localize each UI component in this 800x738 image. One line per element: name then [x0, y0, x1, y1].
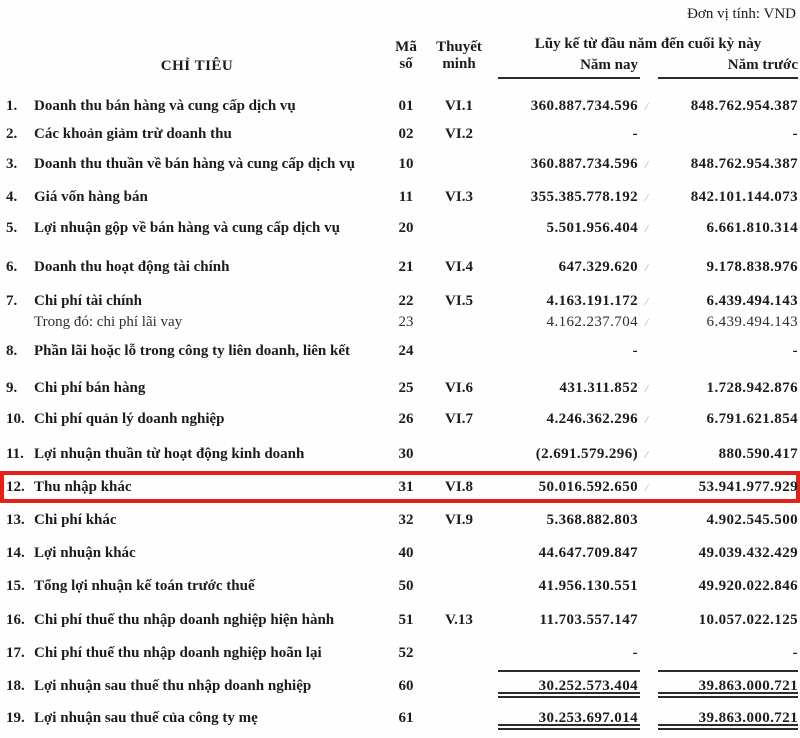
row-prior: 848.762.954.387	[690, 156, 798, 172]
row-label: Các khoản giảm trừ doanh thu	[34, 126, 232, 142]
row-code: 10	[398, 156, 414, 172]
column-header-period-group: Lũy kế từ đầu năm đến cuối kỳ này	[534, 36, 762, 52]
row-no: 6.	[6, 259, 18, 275]
row-no: 8.	[6, 343, 18, 359]
row-note: VI.8	[445, 479, 473, 495]
row-label: Giá vốn hàng bán	[34, 189, 148, 205]
audit-tick-icon: /	[643, 316, 650, 330]
row-prior: 6.661.810.314	[706, 220, 798, 236]
table-row	[0, 219, 800, 239]
audit-tick-icon: /	[643, 481, 650, 495]
row-prior: 39.863.000.721	[698, 710, 798, 726]
row-code: 32	[398, 512, 414, 528]
row-prior: 842.101.144.073	[690, 189, 798, 205]
row-label: Trong đó: chi phí lãi vay	[34, 314, 183, 330]
row-label: Lợi nhuận khác	[34, 545, 136, 561]
row-current: 360.887.734.596	[530, 98, 638, 114]
row-code: 40	[398, 545, 414, 561]
header-underline-prior	[658, 77, 798, 79]
row-label: Doanh thu hoạt động tài chính	[34, 259, 230, 275]
row-prior: 49.039.432.429	[698, 545, 798, 561]
table-row	[0, 511, 800, 531]
row-current: -	[632, 343, 638, 359]
row-no: 10.	[6, 411, 25, 427]
table-row	[0, 644, 800, 664]
row-current: -	[632, 645, 638, 661]
row-code: 21	[398, 259, 414, 275]
row-current: 44.647.709.847	[538, 545, 638, 561]
row-no: 15.	[6, 578, 25, 594]
table-row	[0, 125, 800, 145]
row-label: Thu nhập khác	[34, 479, 132, 495]
row-label: Lợi nhuận sau thuế của công ty mẹ	[34, 710, 258, 726]
row-current: 4.163.191.172	[546, 293, 638, 309]
table-row	[0, 611, 800, 631]
audit-tick-icon: /	[643, 100, 650, 114]
row-current: 30.253.697.014	[538, 710, 638, 726]
row-code: 01	[398, 98, 414, 114]
row-code: 02	[398, 126, 414, 142]
header-underline-current	[498, 77, 640, 79]
row-note: VI.4	[445, 259, 473, 275]
column-header-current-year: Năm nay	[580, 57, 638, 73]
row-prior: 6.439.494.143	[706, 293, 798, 309]
row-current: 30.252.573.404	[538, 678, 638, 694]
unit-label: Đơn vị tính: VND	[687, 6, 796, 22]
row-current: 4.246.362.296	[546, 411, 638, 427]
row-prior: 4.902.545.500	[706, 512, 798, 528]
row-no: 19.	[6, 710, 25, 726]
row-code: 61	[398, 710, 414, 726]
row-no: 17.	[6, 645, 25, 661]
row-note: V.13	[445, 612, 473, 628]
row-current: 355.385.778.192	[530, 189, 638, 205]
row-no: 13.	[6, 512, 25, 528]
total-topline-current	[498, 670, 640, 672]
audit-tick-icon: /	[643, 382, 650, 396]
audit-tick-icon: /	[643, 191, 650, 205]
row-label: Tổng lợi nhuận kế toán trước thuế	[34, 578, 255, 594]
row-code: 26	[398, 411, 414, 427]
row-code: 60	[398, 678, 414, 694]
column-header-note-line2: minh	[442, 56, 476, 72]
row-note: VI.2	[445, 126, 473, 142]
column-header-note-line1: Thuyết	[436, 39, 482, 55]
column-header-item: CHỈ TIÊU	[160, 58, 234, 74]
row-no: 3.	[6, 156, 18, 172]
row-no: 2.	[6, 126, 18, 142]
row-label: Chi phí thuế thu nhập doanh nghiệp hiện hành	[34, 612, 335, 628]
table-row	[0, 188, 800, 208]
row-no: 1.	[6, 98, 18, 114]
row-label: Doanh thu thuần về bán hàng và cung cấp dịch vụ	[34, 156, 355, 172]
row-current: 4.162.237.704	[546, 314, 638, 330]
row-current: 41.956.130.551	[538, 578, 638, 594]
audit-tick-icon: /	[643, 448, 650, 462]
row-current: (2.691.579.296)	[535, 446, 638, 462]
row-no: 7.	[6, 293, 18, 309]
row-prior: 880.590.417	[718, 446, 798, 462]
table-row	[0, 292, 800, 312]
table-row	[0, 258, 800, 278]
audit-tick-icon: /	[643, 295, 650, 309]
row-current: 5.368.882.803	[546, 512, 638, 528]
row-prior: 53.941.977.929	[698, 479, 798, 495]
table-row	[0, 478, 800, 498]
row-prior: 6.791.621.854	[706, 411, 798, 427]
row-note: VI.7	[445, 411, 473, 427]
table-row	[0, 445, 800, 465]
row-no: 16.	[6, 612, 25, 628]
row-current: 647.329.620	[558, 259, 638, 275]
row-label: Lợi nhuận sau thuế thu nhập doanh nghiệp	[34, 678, 312, 694]
column-header-code-line1: Mã	[395, 39, 417, 55]
row-current: 11.703.557.147	[539, 612, 638, 628]
table-row	[0, 577, 800, 597]
row-no: 12.	[6, 479, 25, 495]
row-label: Chi phí khác	[34, 512, 117, 528]
row-code: 20	[398, 220, 414, 236]
total-topline-prior	[658, 670, 798, 672]
row-label: Chi phí quản lý doanh nghiệp	[34, 411, 225, 427]
row-no: 4.	[6, 189, 18, 205]
table-row	[0, 342, 800, 362]
row-prior: 6.439.494.143	[706, 314, 798, 330]
row-code: 11	[398, 189, 414, 205]
row-code: 24	[398, 343, 414, 359]
row-prior: -	[792, 343, 798, 359]
row-no: 18.	[6, 678, 25, 694]
audit-tick-icon: /	[643, 261, 650, 275]
row-no: 14.	[6, 545, 25, 561]
total-doubleline-current	[498, 692, 640, 698]
row-note: VI.6	[445, 380, 473, 396]
row-code: 50	[398, 578, 414, 594]
row-prior: -	[792, 126, 798, 142]
total-doubleline-prior	[658, 692, 798, 698]
row-note: VI.1	[445, 98, 473, 114]
row-current: 50.016.592.650	[538, 479, 638, 495]
row-current: 431.311.852	[559, 380, 638, 396]
row-note: VI.3	[445, 189, 473, 205]
row-no: 9.	[6, 380, 18, 396]
row-prior: -	[792, 645, 798, 661]
row-no: 5.	[6, 220, 18, 236]
row-label: Chi phí thuế thu nhập doanh nghiệp hoãn lại	[34, 645, 322, 661]
row-label: Chi phí tài chính	[34, 293, 142, 309]
row-label: Doanh thu bán hàng và cung cấp dịch vụ	[34, 98, 296, 114]
table-row	[0, 155, 800, 175]
row-code: 25	[398, 380, 414, 396]
audit-tick-icon: /	[643, 222, 650, 236]
row-code: 22	[398, 293, 414, 309]
row-code: 31	[398, 479, 414, 495]
audit-tick-icon: /	[643, 413, 650, 427]
row-label: Chi phí bán hàng	[34, 380, 146, 396]
column-header-code-line2: số	[399, 56, 413, 72]
row-code: 51	[398, 612, 414, 628]
row-current: 360.887.734.596	[530, 156, 638, 172]
row-note: VI.5	[445, 293, 473, 309]
column-header-note	[424, 39, 494, 73]
row-prior: 39.863.000.721	[698, 678, 798, 694]
column-header-prior-year: Năm trước	[727, 57, 798, 73]
table-row	[0, 313, 800, 333]
table-row	[0, 410, 800, 430]
row-code: 52	[398, 645, 414, 661]
column-header-code	[386, 39, 426, 73]
row-label: Lợi nhuận gộp về bán hàng và cung cấp dịch vụ	[34, 220, 340, 236]
row-prior: 1.728.942.876	[706, 380, 798, 396]
row-label: Phần lãi hoặc lỗ trong công ty liên doanh, liên kết	[34, 343, 351, 359]
row-prior: 9.178.838.976	[706, 259, 798, 275]
parent-total-doubleline-current	[498, 724, 640, 730]
audit-tick-icon: /	[643, 158, 650, 172]
row-prior: 10.057.022.125	[698, 612, 798, 628]
table-row	[0, 97, 800, 117]
row-code: 30	[398, 446, 414, 462]
row-prior: 848.762.954.387	[690, 98, 798, 114]
row-prior: 49.920.022.846	[698, 578, 798, 594]
row-label: Lợi nhuận thuần từ hoạt động kinh doanh	[34, 446, 305, 462]
parent-total-doubleline-prior	[658, 724, 798, 730]
table-row	[0, 544, 800, 564]
row-note: VI.9	[445, 512, 473, 528]
row-no: 11.	[6, 446, 24, 462]
row-current: 5.501.956.404	[546, 220, 638, 236]
row-current: -	[632, 126, 638, 142]
table-row	[0, 379, 800, 399]
row-code: 23	[398, 314, 414, 330]
